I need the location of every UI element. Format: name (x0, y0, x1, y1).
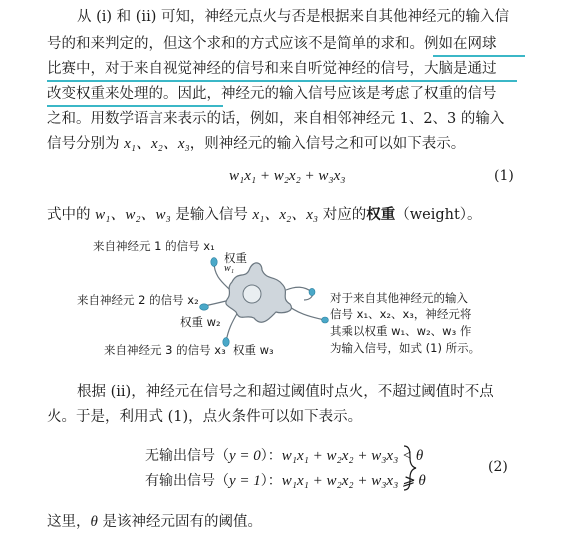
figure-note-line-3: 其乘以权重 w₁、w₂、w₃ 作 (330, 324, 472, 338)
equation-1-number: (1) (494, 168, 514, 184)
p3-line-1: 根据 (ii)，神经元在信号之和超过阈值时点火，不超过阈值时不点 (77, 384, 494, 400)
weight-3-label: 权重 w₃ (233, 343, 274, 357)
right-brace (404, 446, 416, 490)
term-weight: 权重 (366, 206, 396, 223)
p1-line-4: 改变权重来处理的。因此，神经元的输入信号应该是考虑了权重的信号 (47, 86, 497, 102)
equation-1-expr: w₁x₁ + w₂x₂ + w₃x₃ (229, 168, 346, 184)
equation-2-row-2: 有输出信号（y = 1）：w₁x₁ + w₂x₂ + w₃x₃ ⩾ θ (145, 473, 426, 489)
p1-line-2: 号的和来判定的，但这个求和的方式应该不是简单的求和。例如在网球 (47, 36, 497, 52)
figure-note-line-2: 信号 x₁、x₂、x₃，神经元将 (330, 307, 472, 321)
figure-note-line-1: 对于来自其他神经元的输入 (330, 291, 468, 305)
weight-1-sub: w₁ (224, 263, 235, 274)
theta-symbol: θ (90, 514, 98, 530)
weight-2-label: 权重 w₂ (180, 315, 221, 329)
equation-2-row-1: 无输出信号（y = 0）：w₁x₁ + w₂x₂ + w₃x₃ < θ (145, 448, 424, 464)
inline-x123: x₁、x₂、x₃ (124, 136, 190, 152)
input-3-label: 来自神经元 3 的信号 x₃ (104, 343, 226, 357)
p1-line-3: 比赛中，对于来自视觉神经的信号和来自听觉神经的信号，大脑是通过 (47, 61, 497, 77)
p3-line-2: 火。于是，利用式 (1)，点火条件可以如下表示。 (47, 409, 363, 425)
equation-2-number: (2) (488, 459, 508, 475)
inline-w123: w₁、w₂、w₃ (95, 207, 171, 223)
p1-line-1: 从 (i) 和 (ii) 可知，神经元点火与否是根据来自其他神经元的输入信 (77, 9, 509, 25)
inline-x123-2: x₁、x₂、x₃ (252, 207, 319, 223)
p1-line-6: 信号分别为 x₁、x₂、x₃，则神经元的输入信号之和可以如下表示。 (47, 136, 466, 152)
input-2-label: 来自神经元 2 的信号 x₂ (77, 293, 199, 307)
figure-note-line-4: 为输入信号，如式 (1) 所示。 (330, 341, 481, 355)
weight-1-label: 权重 (224, 251, 247, 265)
p1-line-5: 之和。用数学语言来表示的话，例如，来自相邻神经元 1、2、3 的输入 (47, 111, 505, 127)
input-1-label: 来自神经元 1 的信号 x₁ (93, 239, 215, 253)
